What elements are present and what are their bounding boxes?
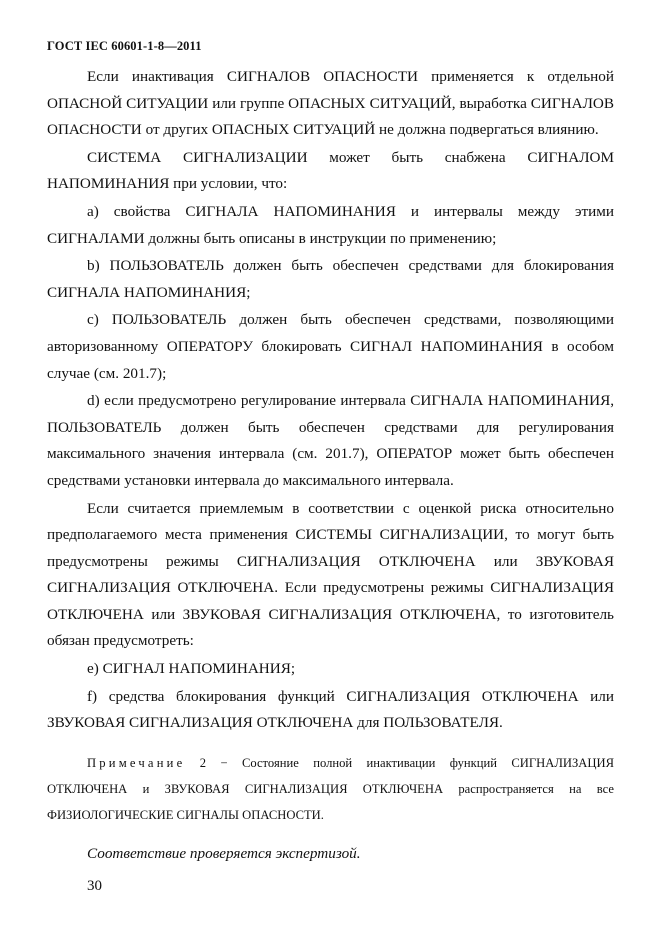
paragraph-inactivation: Если инактивация СИГНАЛОВ ОПАСНОСТИ применяется к отдельной ОПАСНОЙ СИТУАЦИИ или группе ОПАСНЫХ СИТУАЦИЙ, выработка СИГНАЛОВ ОПАСНОСТИ от других ОПАСНЫХ СИТУАЦИЙ не должна подвергаться влиянию. bbox=[47, 68, 614, 139]
list-item-d: d) если предусмотрено регулирование интервала СИГНАЛА НАПОМИНАНИЯ, ПОЛЬЗОВАТЕЛЬ должен быть обеспечен средствами для регулирования максимального значения интервала (см. 201.7), ОПЕРАТОР может быть обеспечен средствами установки интервала до максимального интервала. bbox=[47, 392, 614, 489]
list-item-a: а) свойства СИГНАЛА НАПОМИНАНИЯ и интервалы между этими СИГНАЛАМИ должны быть описаны в инструкции по применению; bbox=[47, 202, 614, 247]
paragraph-alarm-off-modes: Если считается приемлемым в соответствии с оценкой риска относительно предполагаемого места применения СИСТЕМЫ СИГНАЛИЗАЦИИ, то могут быть предусмотрены режимы СИГНАЛИЗАЦИЯ ОТКЛЮЧЕНА или ЗВУКОВАЯ СИГНАЛИЗАЦИЯ ОТКЛЮЧЕНА. Если предусмотрены режимы СИГНАЛИЗАЦИЯ ОТКЛЮЧЕНА или ЗВУКОВАЯ СИГНАЛИЗАЦИЯ ОТКЛЮЧЕНА, то изготовитель обязан предусмотреть: bbox=[47, 499, 614, 650]
note-text: 2 − Состояние полной инактивации функций СИГНАЛИЗАЦИЯ ОТКЛЮЧЕНА и ЗВУКОВАЯ СИГНАЛИЗАЦИЯ ОТКЛЮЧЕНА распространяется на все ФИЗИОЛОГИЧЕСКИЕ СИГНАЛЫ ОПАСНОСТИ. bbox=[47, 755, 614, 822]
compliance-statement: Соответствие проверяется экспертизой. bbox=[87, 844, 361, 862]
list-item-c: с) ПОЛЬЗОВАТЕЛЬ должен быть обеспечен средствами, позволяющими авторизованному ОПЕРАТОРУ блокировать СИГНАЛ НАПОМИНАНИЯ в особом случае (см. 201.7); bbox=[47, 311, 614, 382]
note-2 bbox=[47, 750, 614, 828]
note-label: Примечание bbox=[87, 755, 186, 770]
paragraph-reminder-intro: СИСТЕМА СИГНАЛИЗАЦИИ может быть снабжена СИГНАЛОМ НАПОМИНАНИЯ при условии, что: bbox=[47, 148, 614, 193]
page-number: 30 bbox=[87, 878, 102, 894]
document-header: ГОСТ IEC 60601-1-8—2011 bbox=[47, 39, 202, 53]
document-body bbox=[47, 64, 614, 867]
list-item-e: е) СИГНАЛ НАПОМИНАНИЯ; bbox=[87, 660, 296, 678]
list-item-f: f) средства блокирования функций СИГНАЛИЗАЦИЯ ОТКЛЮЧЕНА или ЗВУКОВАЯ СИГНАЛИЗАЦИЯ ОТКЛЮЧЕНА для ПОЛЬЗОВАТЕЛЯ. bbox=[47, 687, 614, 732]
list-item-b: b) ПОЛЬЗОВАТЕЛЬ должен быть обеспечен средствами для блокирования СИГНАЛА НАПОМИНАНИЯ; bbox=[47, 257, 614, 301]
